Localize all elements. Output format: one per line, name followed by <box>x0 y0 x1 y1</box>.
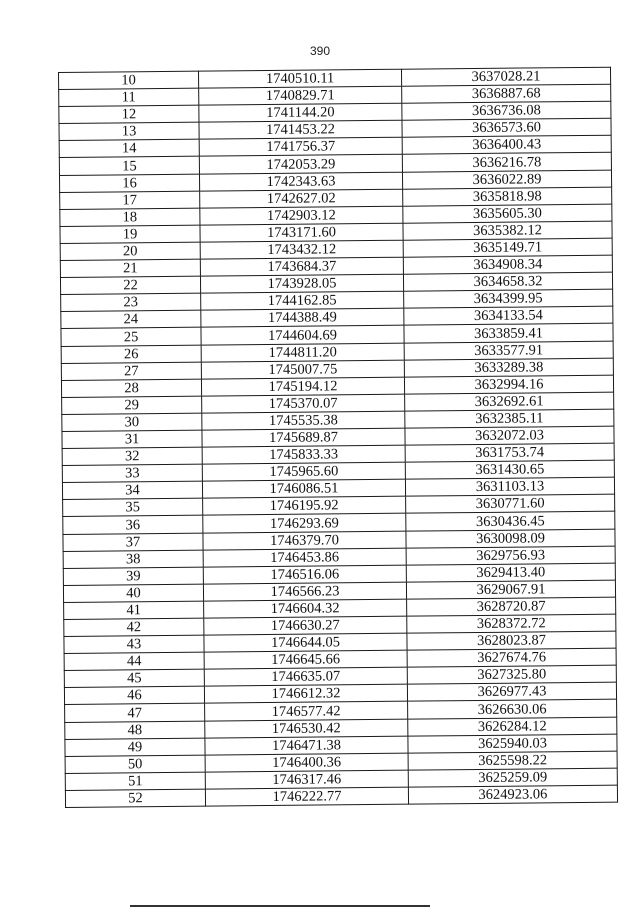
y-coordinate-cell: 3625259.09 <box>408 768 617 787</box>
y-coordinate-cell: 3633289.38 <box>404 358 613 377</box>
point-number-cell: 41 <box>64 601 204 619</box>
x-coordinate-cell: 1746635.07 <box>204 667 407 686</box>
coordinate-table <box>58 67 618 808</box>
y-coordinate-cell: 3625598.22 <box>408 751 617 770</box>
x-coordinate-cell: 1746644.05 <box>204 633 407 652</box>
point-number-cell: 13 <box>59 122 199 140</box>
point-number-cell: 12 <box>59 105 199 123</box>
y-coordinate-cell: 3636736.08 <box>402 101 611 120</box>
x-coordinate-cell: 1743928.05 <box>200 274 403 293</box>
point-number-cell: 47 <box>65 704 205 722</box>
y-coordinate-cell: 3632692.61 <box>405 392 614 411</box>
x-coordinate-cell: 1746222.77 <box>205 787 408 806</box>
point-number-cell: 36 <box>63 516 203 534</box>
x-coordinate-cell: 1746379.70 <box>203 531 406 550</box>
y-coordinate-cell: 3630771.60 <box>406 495 615 514</box>
coordinate-table-wrapper <box>58 67 617 808</box>
y-coordinate-cell: 3636887.68 <box>402 84 611 103</box>
x-coordinate-cell: 1741756.37 <box>199 138 402 157</box>
point-number-cell: 19 <box>60 225 200 243</box>
y-coordinate-cell: 3629067.91 <box>406 580 615 599</box>
x-coordinate-cell: 1741144.20 <box>199 103 402 122</box>
y-coordinate-cell: 3634399.95 <box>404 289 613 308</box>
y-coordinate-cell: 3637028.21 <box>401 67 610 86</box>
point-number-cell: 11 <box>59 88 199 106</box>
x-coordinate-cell: 1746471.38 <box>205 736 408 755</box>
x-coordinate-cell: 1745007.75 <box>201 360 404 379</box>
point-number-cell: 15 <box>59 157 199 175</box>
y-coordinate-cell: 3628720.87 <box>407 597 616 616</box>
point-number-cell: 26 <box>61 345 201 363</box>
x-coordinate-cell: 1744388.49 <box>201 309 404 328</box>
point-number-cell: 39 <box>63 567 203 585</box>
point-number-cell: 25 <box>61 328 201 346</box>
y-coordinate-cell: 3636216.78 <box>402 153 611 172</box>
x-coordinate-cell: 1746317.46 <box>205 770 408 789</box>
y-coordinate-cell: 3635605.30 <box>403 204 612 223</box>
point-number-cell: 48 <box>65 721 205 739</box>
y-coordinate-cell: 3634658.32 <box>403 272 612 291</box>
y-coordinate-cell: 3632072.03 <box>405 426 614 445</box>
y-coordinate-cell: 3633859.41 <box>404 324 613 343</box>
x-coordinate-cell: 1741453.22 <box>199 120 402 139</box>
y-coordinate-cell: 3626977.43 <box>407 683 616 702</box>
point-number-cell: 45 <box>64 669 204 687</box>
x-coordinate-cell: 1740829.71 <box>199 86 402 105</box>
y-coordinate-cell: 3626630.06 <box>408 700 617 719</box>
y-coordinate-cell: 3629413.40 <box>406 563 615 582</box>
y-coordinate-cell: 3630098.09 <box>406 529 615 548</box>
x-coordinate-cell: 1744811.20 <box>201 343 404 362</box>
y-coordinate-cell: 3631753.74 <box>405 443 614 462</box>
coordinate-table-body <box>59 67 618 807</box>
x-coordinate-cell: 1740510.11 <box>198 69 401 88</box>
page-number: 390 <box>309 44 331 58</box>
y-coordinate-cell: 3636573.60 <box>402 118 611 137</box>
x-coordinate-cell: 1746645.66 <box>204 650 407 669</box>
point-number-cell: 17 <box>60 191 200 209</box>
x-coordinate-cell: 1743432.12 <box>200 240 403 259</box>
point-number-cell: 31 <box>62 430 202 448</box>
x-coordinate-cell: 1746516.06 <box>203 565 406 584</box>
point-number-cell: 21 <box>60 259 200 277</box>
x-coordinate-cell: 1745689.87 <box>202 428 405 447</box>
point-number-cell: 10 <box>59 71 199 89</box>
point-number-cell: 44 <box>64 652 204 670</box>
point-number-cell: 27 <box>61 362 201 380</box>
y-coordinate-cell: 3636400.43 <box>402 136 611 155</box>
point-number-cell: 29 <box>62 396 202 414</box>
point-number-cell: 33 <box>62 464 202 482</box>
x-coordinate-cell: 1746577.42 <box>205 702 408 721</box>
point-number-cell: 22 <box>60 276 200 294</box>
point-number-cell: 42 <box>64 618 204 636</box>
x-coordinate-cell: 1746086.51 <box>202 479 405 498</box>
y-coordinate-cell: 3629756.93 <box>406 546 615 565</box>
x-coordinate-cell: 1746566.23 <box>203 582 406 601</box>
x-coordinate-cell: 1745370.07 <box>202 394 405 413</box>
y-coordinate-cell: 3631430.65 <box>405 460 614 479</box>
point-number-cell: 37 <box>63 533 203 551</box>
point-number-cell: 46 <box>64 686 204 704</box>
point-number-cell: 30 <box>62 413 202 431</box>
x-coordinate-cell: 1745194.12 <box>201 377 404 396</box>
point-number-cell: 43 <box>64 635 204 653</box>
y-coordinate-cell: 3631103.13 <box>405 477 614 496</box>
point-number-cell: 28 <box>61 379 201 397</box>
x-coordinate-cell: 1745535.38 <box>202 411 405 430</box>
y-coordinate-cell: 3625940.03 <box>408 734 617 753</box>
point-number-cell: 51 <box>65 772 205 790</box>
point-number-cell: 24 <box>61 310 201 328</box>
x-coordinate-cell: 1746530.42 <box>205 719 408 738</box>
point-number-cell: 38 <box>63 550 203 568</box>
x-coordinate-cell: 1742627.02 <box>200 189 403 208</box>
point-number-cell: 16 <box>59 174 199 192</box>
point-number-cell: 40 <box>63 584 203 602</box>
x-coordinate-cell: 1743684.37 <box>200 257 403 276</box>
x-coordinate-cell: 1744162.85 <box>201 291 404 310</box>
point-number-cell: 52 <box>65 789 205 807</box>
point-number-cell: 35 <box>63 498 203 516</box>
y-coordinate-cell: 3635818.98 <box>403 187 612 206</box>
y-coordinate-cell: 3634908.34 <box>403 255 612 274</box>
y-coordinate-cell: 3634133.54 <box>404 306 613 325</box>
y-coordinate-cell: 3635149.71 <box>403 238 612 257</box>
point-number-cell: 18 <box>60 208 200 226</box>
x-coordinate-cell: 1743171.60 <box>200 223 403 242</box>
point-number-cell: 50 <box>65 755 205 773</box>
y-coordinate-cell: 3626284.12 <box>408 717 617 736</box>
y-coordinate-cell: 3632994.16 <box>404 375 613 394</box>
x-coordinate-cell: 1742903.12 <box>200 206 403 225</box>
point-number-cell: 32 <box>62 447 202 465</box>
y-coordinate-cell: 3633577.91 <box>404 341 613 360</box>
x-coordinate-cell: 1746612.32 <box>204 685 407 704</box>
x-coordinate-cell: 1746630.27 <box>204 616 407 635</box>
y-coordinate-cell: 3636022.89 <box>402 170 611 189</box>
y-coordinate-cell: 3630436.45 <box>406 512 615 531</box>
x-coordinate-cell: 1746293.69 <box>203 514 406 533</box>
x-coordinate-cell: 1746453.86 <box>203 548 406 567</box>
y-coordinate-cell: 3632385.11 <box>405 409 614 428</box>
page-bottom-edge <box>130 905 430 907</box>
point-number-cell: 20 <box>60 242 200 260</box>
y-coordinate-cell: 3635382.12 <box>403 221 612 240</box>
point-number-cell: 14 <box>59 140 199 158</box>
x-coordinate-cell: 1746604.32 <box>204 599 407 618</box>
y-coordinate-cell: 3627674.76 <box>407 648 616 667</box>
x-coordinate-cell: 1745833.33 <box>202 445 405 464</box>
y-coordinate-cell: 3624923.06 <box>408 785 617 804</box>
point-number-cell: 23 <box>61 293 201 311</box>
x-coordinate-cell: 1746400.36 <box>205 753 408 772</box>
y-coordinate-cell: 3628372.72 <box>407 614 616 633</box>
y-coordinate-cell: 3627325.80 <box>407 665 616 684</box>
point-number-cell: 34 <box>62 481 202 499</box>
x-coordinate-cell: 1744604.69 <box>201 326 404 345</box>
x-coordinate-cell: 1746195.92 <box>203 497 406 516</box>
x-coordinate-cell: 1742053.29 <box>199 155 402 174</box>
x-coordinate-cell: 1745965.60 <box>202 462 405 481</box>
x-coordinate-cell: 1742343.63 <box>199 172 402 191</box>
y-coordinate-cell: 3628023.87 <box>407 631 616 650</box>
point-number-cell: 49 <box>65 738 205 756</box>
